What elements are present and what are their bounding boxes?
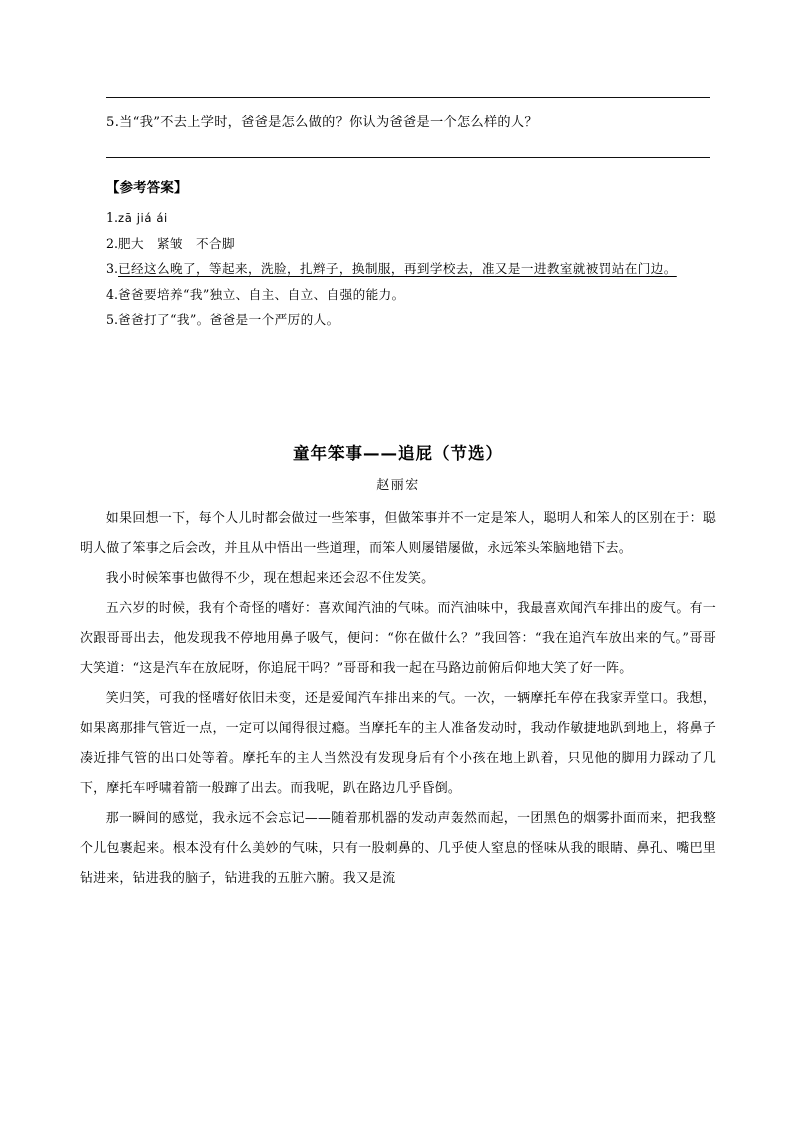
answer-item-3 — [80, 256, 716, 282]
article-author: 赵丽宏 — [376, 478, 420, 493]
answer-item-4-text: 爸爸要培养“我”独立、自主、自立、自强的能力。 — [118, 287, 405, 302]
answer-item-1-text: zā jiá ái — [118, 211, 168, 225]
answer-item-4-number: 4. — [106, 287, 119, 302]
answer-key-section — [106, 176, 716, 332]
answer-item-3-number: 3. — [106, 261, 119, 276]
answer-item-2-number: 2. — [106, 236, 119, 251]
article-title: 童年笨事——追屁（节选） — [293, 444, 503, 463]
answer-item-5 — [106, 307, 716, 332]
article-paragraph-3: 五六岁的时候，我有个奇怪的嗜好：喜欢闻汽油的气味。而汽油味中，我最喜欢闻汽车排出的废气。有一次跟哥哥出去，他发现我不停地用鼻子吸气，便问：“你在做什么？”我回答：“我在追汽车放出来的气。”哥哥大笑道：“这是汽车在放屁呀，你追屁干吗？”哥哥和我一起在马路边前俯后仰地大笑了好一阵。 — [80, 601, 716, 676]
answer-key-heading: 【参考答案】 — [106, 180, 188, 196]
answer-blank-rule-top — [106, 97, 710, 98]
question-5-text: 5.当“我”不去上学时，爸爸是怎么做的？你认为爸爸是一个怎么样的人？ — [106, 115, 538, 130]
reading-passage — [80, 440, 716, 894]
article-paragraph-2: 我小时候笨事也做得不少，现在想起来还会忍不住发笑。 — [105, 571, 435, 586]
answer-item-5-text: 爸爸打了“我”。爸爸是一个严厉的人。 — [118, 312, 340, 327]
answer-item-2 — [106, 231, 716, 256]
answer-item-4 — [106, 282, 716, 307]
answer-item-1 — [106, 205, 716, 231]
answer-item-3-text: 已经这么晚了，等起来，洗脸，扎辫子，换制服，再到学校去，准又是一进教室就被罚站在门边。 — [118, 261, 677, 276]
article-paragraph-1: 如果回想一下，每个人儿时都会做过一些笨事，但做笨事并不一定是笨人，聪明人和笨人的区别在于：聪明人做了笨事之后会改，并且从中悟出一些道理，而笨人则屡错屡做，永远笨头笨脑地错下去。 — [80, 511, 716, 556]
article-paragraph-4: 笑归笑，可我的怪嗜好依旧未变，还是爱闻汽车排出来的气。一次，一辆摩托车停在我家弄堂口。我想，如果离那排气管近一点，一定可以闻得很过瘾。当摩托车的主人准备发动时，我动作敏捷地趴到地上，将鼻子凑近排气管的出口处等着。摩托车的主人当然没有发现身后有个小孩在地上趴着，只见他的脚用力踩动了几下，摩托车呼啸着箭一般蹿了出去。而我呢，趴在路边几乎昏倒。 — [80, 691, 716, 796]
answer-blank-rule-bottom — [106, 157, 710, 158]
answer-item-1-number: 1. — [106, 210, 119, 225]
answer-item-2-text: 肥大 紧皱 不合脚 — [118, 236, 235, 251]
article-paragraph-5: 那一瞬间的感觉，我永远不会忘记——随着那机器的发动声轰然而起，一团黑色的烟雾扑面而来，把我整个儿包裹起来。根本没有什么美妙的气味，只有一股刺鼻的、几乎使人窒息的怪味从我的眼睛、鼻孔、嘴巴里钻进来，钻进我的脑子，钻进我的五脏六腑。我又是流 — [80, 811, 716, 886]
answer-item-5-number: 5. — [106, 312, 119, 327]
